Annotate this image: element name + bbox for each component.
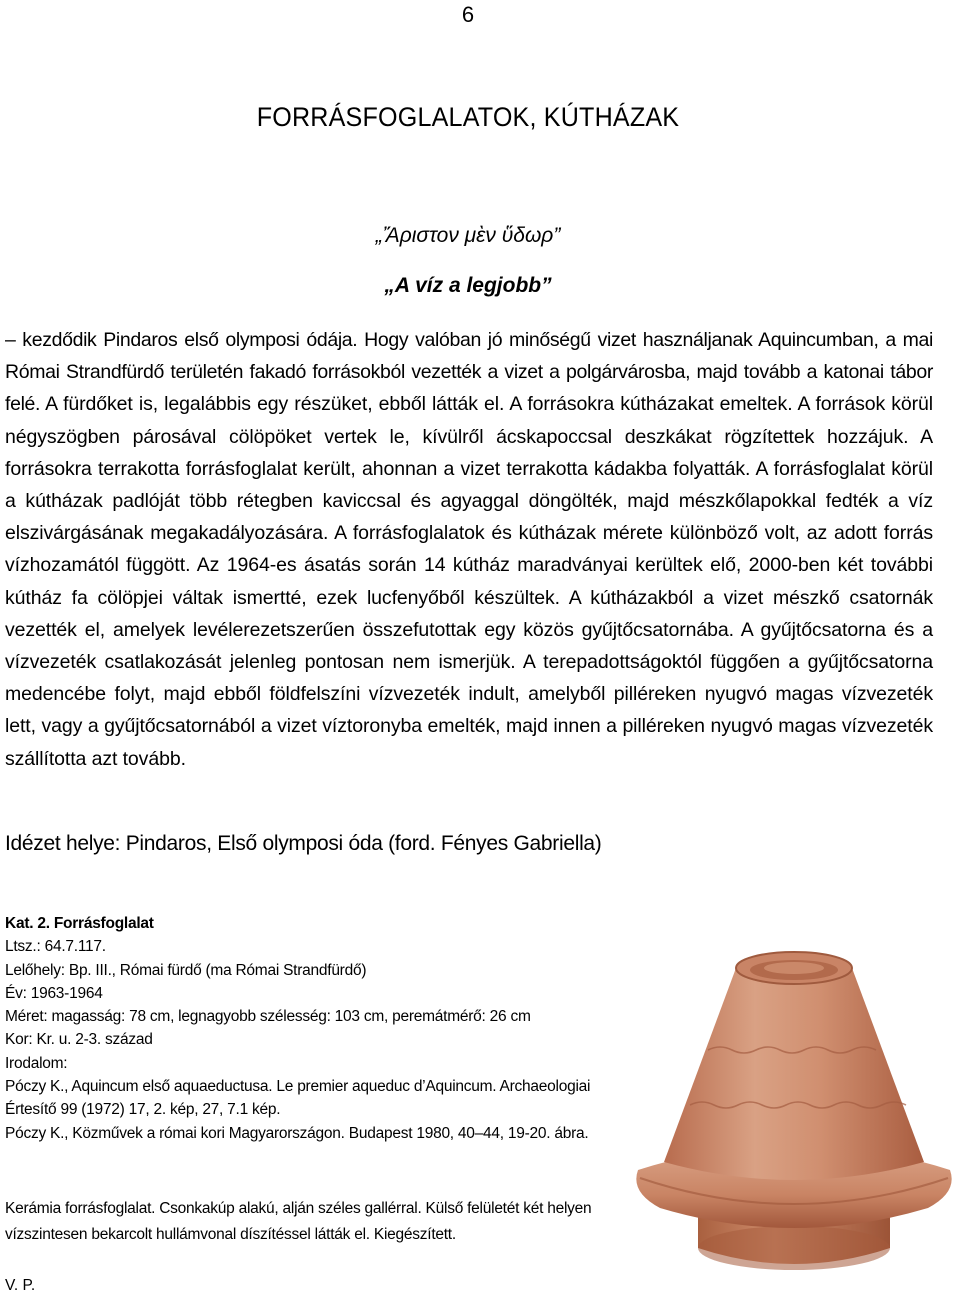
page-number: 6 [461, 2, 475, 27]
catalog-heading: Kat. 2. Forrásfoglalat [5, 915, 154, 932]
body-rest: A fürdőket is, legalábbis egy részüket, ebből látták el. A forrásokra kútházakat emeltek. A források körül négyszögben párosával cölöpöket vertek le, kívülről ácskapoccsal deszkákat rögzítettek hozzájuk. A forrásokra terrakotta forrásfoglalat került, ahonnan a vizet terrakotta kádakba folyatták. A forrásfoglalat körül a kútházak padlóját több rétegben kaviccsal és agyaggal döngölték, majd mészkőlapokkal fedték a víz elszivárgásának megakadályozására. A forrásfoglalatok és kútházak mérete különböző volt, az adott forrás vízhozamától függött. Az 1964-es ásatás során 14 kútház maradványai kerültek elő, 2000-ben két további kútház fa cölöpjei váltak ismertté, ezek lucfenyőből készültek. A kútházakból a vizet mészkő csatornák vezették el, amelyek levélerezetszerűen összefutottak egy közös gyűjtőcsatornába. A gyűjtőcsatorna és a vízvezeték csatlakozását jelenleg pontosan nem ismerjük. A terepadottságoktól függően a gyűjtőcsatorna medencébe folyt, majd ebből földfelszíni vízvezeték indult, amelyből pilléreken nyugvó magas vízvezeték lett, vagy a gyűjtőcsatornából a vizet víztoronyba emelték, majd innen a pilléreken nyugvó magas vízvezeték szállította azt tovább. [5, 393, 933, 770]
terracotta-spring-cover-image [628, 930, 960, 1290]
catalog-inventory-number: Ltsz.: 64.7.117. [5, 938, 106, 956]
base-foot-rim [698, 1226, 890, 1270]
author-initials: V. P. [5, 1277, 36, 1294]
body-lead: – kezdődik Pindaros első olymposi ódája. Hogy valóban jó minőségű vizet használjanak Aquincumban, a mai Római Strandfürdő területén fakadó forrásokból vezették a vizet a polgárvárosba, majd tovább a katonai tábor felé. [5, 329, 933, 416]
body-paragraph [5, 324, 933, 775]
catalog-reference-1: Póczy K., Aquincum első aquaeductusa. Le premier aqueduc d’Aquincum. Archaeologiai Értesítő 99 (1972) 17, 2. kép, 27, 7.1 kép. [5, 1078, 591, 1119]
catalog-findspot: Lelőhely: Bp. III., Római fürdő (ma Római Strandfürdő) [5, 961, 367, 979]
catalog-literature-label: Irodalom: [5, 1054, 68, 1072]
catalog-dimensions: Méret: magasság: 78 cm, legnagyobb szélesség: 103 cm, peremátmérő: 26 cm [5, 1008, 531, 1026]
motto-greek: „Ἄριστον μὲν ὕδωρ” [375, 224, 561, 247]
motto-hungarian: „A víz a legjobb” [384, 274, 552, 297]
catalog-reference-2: Póczy K., Közművek a római kori Magyarországon. Budapest 1980, 40–44, 19-20. ábra. [5, 1124, 589, 1142]
page-title: FORRÁSFOGLALATOK, KÚTHÁZAK [256, 102, 680, 132]
catalog-year: Év: 1963-1964 [5, 984, 103, 1002]
cone-body [664, 960, 924, 1180]
citation: Idézet helye: Pindaros, Első olymposi óda (ford. Fényes Gabriella) [5, 832, 602, 855]
object-description: Kerámia forrásfoglalat. Csonkakúp alakú, alján széles gallérral. Külső felületét két helyen vízszintesen bekarcolt hullámvonal díszítéssel látták el. Kiegészített. [5, 1200, 592, 1243]
catalog-period: Kor: Kr. u. 2-3. század [5, 1031, 153, 1049]
catalog-entry [5, 912, 625, 1145]
